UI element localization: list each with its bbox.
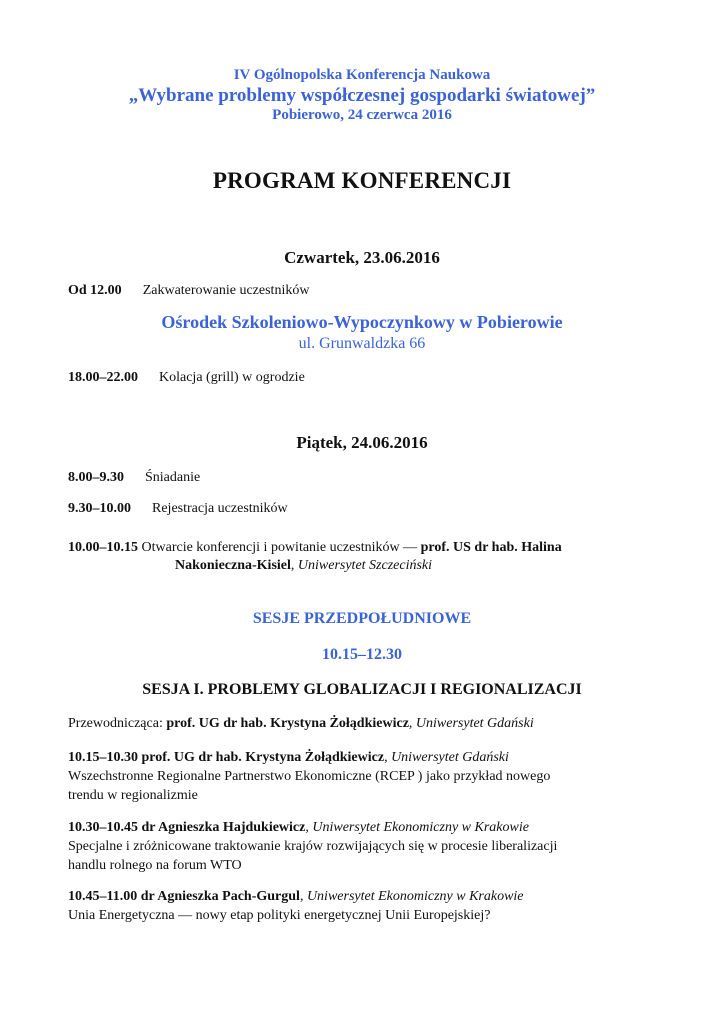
- talk-topic-line: Unia Energetyczna — nowy etap polityki energetycznej Unii Europejskiej?: [68, 908, 491, 923]
- item-time: 8.00–9.30: [68, 470, 124, 485]
- speaker-name-cont: Nakonieczna-Kisiel: [175, 558, 291, 573]
- item-text: Śniadanie: [145, 470, 201, 485]
- conference-edition: IV Ogólnopolska Konferencja Naukowa: [233, 67, 491, 83]
- venue-name: Ośrodek Szkoleniowo-Wypoczynkowy w Pobierowie: [161, 312, 563, 332]
- talk-topic-line: Specjalne i zróżnicowane traktowanie krajów rozwijających się w procesie liberalizacji: [68, 839, 558, 854]
- item-text: Kolacja (grill) w ogrodzie: [159, 370, 305, 385]
- sessions-time: 10.15–12.30: [322, 646, 402, 663]
- talk-time-speaker: 10.45–11.00 dr Agnieszka Pach-Gurgul: [68, 889, 300, 904]
- day1-item2: [68, 370, 305, 386]
- talk-topic-line: Wszechstronne Regionalne Partnerstwo Ekonomiczne (RCEP ) jako przykład nowego: [68, 769, 551, 784]
- venue-address: ul. Grunwaldzka 66: [298, 335, 426, 352]
- talk-1: 10.15–10.30 prof. UG dr hab. Krystyna Żołądkiewicz, Uniwersytet Gdański Wszechstronne Regionalne Partnerstwo Ekonomiczne (RCEP ) jako przykład nowego trendu w regionalizmie: [68, 748, 668, 805]
- day2-item2: [68, 501, 288, 517]
- speaker-name: prof. US dr hab. Halina: [420, 540, 562, 555]
- session-chair: Przewodnicząca: prof. UG dr hab. Krystyna Żołądkiewicz, Uniwersytet Gdański: [68, 716, 534, 731]
- speaker-affiliation: Uniwersytet Szczeciński: [297, 558, 433, 573]
- conference-name: „Wybrane problemy współczesnej gospodarki światowej”: [128, 85, 596, 106]
- talk-time-speaker: 10.30–10.45 dr Agnieszka Hajdukiewicz: [68, 820, 306, 835]
- day2-item3: [68, 540, 562, 556]
- item-time: 18.00–22.00: [68, 370, 138, 385]
- item-time: 10.00–10.15: [68, 540, 138, 555]
- chair-affiliation: Uniwersytet Gdański: [415, 716, 534, 731]
- talk-topic-line: trendu w regionalizmie: [68, 788, 198, 803]
- day1-item1: [68, 283, 309, 299]
- talk-affiliation: Uniwersytet Ekonomiczny w Krakowie: [312, 820, 529, 835]
- day2-item3-cont: Nakonieczna-Kisiel, Uniwersytet Szczeciński: [175, 558, 433, 573]
- talk-affiliation: Uniwersytet Ekonomiczny w Krakowie: [306, 889, 524, 904]
- chair-label: Przewodnicząca:: [68, 716, 163, 731]
- page-title: PROGRAM KONFERENCJI: [212, 168, 512, 193]
- item-text: Otwarcie konferencji i powitanie uczestników —: [141, 540, 418, 555]
- day1-heading: Czwartek, 23.06.2016: [284, 248, 440, 267]
- sessions-heading: SESJE PRZEDPOŁUDNIOWE: [252, 610, 472, 627]
- talk-topic-line: handlu rolnego na forum WTO: [68, 858, 242, 873]
- chair-name: prof. UG dr hab. Krystyna Żołądkiewicz: [166, 716, 409, 731]
- item-text: Zakwaterowanie uczestników: [142, 283, 310, 298]
- talk-time-speaker: 10.15–10.30 prof. UG dr hab. Krystyna Żołądkiewicz: [68, 750, 385, 765]
- day2-item1: [68, 470, 200, 486]
- item-text: Rejestracja uczestników: [152, 501, 288, 516]
- talk-3: 10.45–11.00 dr Agnieszka Pach-Gurgul, Uniwersytet Ekonomiczny w Krakowie Unia Energetyczna — nowy etap polityki energetycznej Unii Europejskiej?: [68, 887, 668, 925]
- item-time: 9.30–10.00: [68, 501, 131, 516]
- talk-affiliation: Uniwersytet Gdański: [391, 750, 509, 765]
- talk-2: 10.30–10.45 dr Agnieszka Hajdukiewicz, Uniwersytet Ekonomiczny w Krakowie Specjalne i zróżnicowane traktowanie krajów rozwijających się w procesie liberalizacji handlu rolnego na forum WTO: [68, 818, 668, 875]
- day2-heading: Piątek, 24.06.2016: [296, 433, 428, 452]
- session1-title: SESJA I. PROBLEMY GLOBALIZACJI I REGIONALIZACJI: [142, 681, 582, 698]
- item-time: Od 12.00: [68, 283, 122, 298]
- conference-place-date: Pobierowo, 24 czerwca 2016: [272, 107, 452, 123]
